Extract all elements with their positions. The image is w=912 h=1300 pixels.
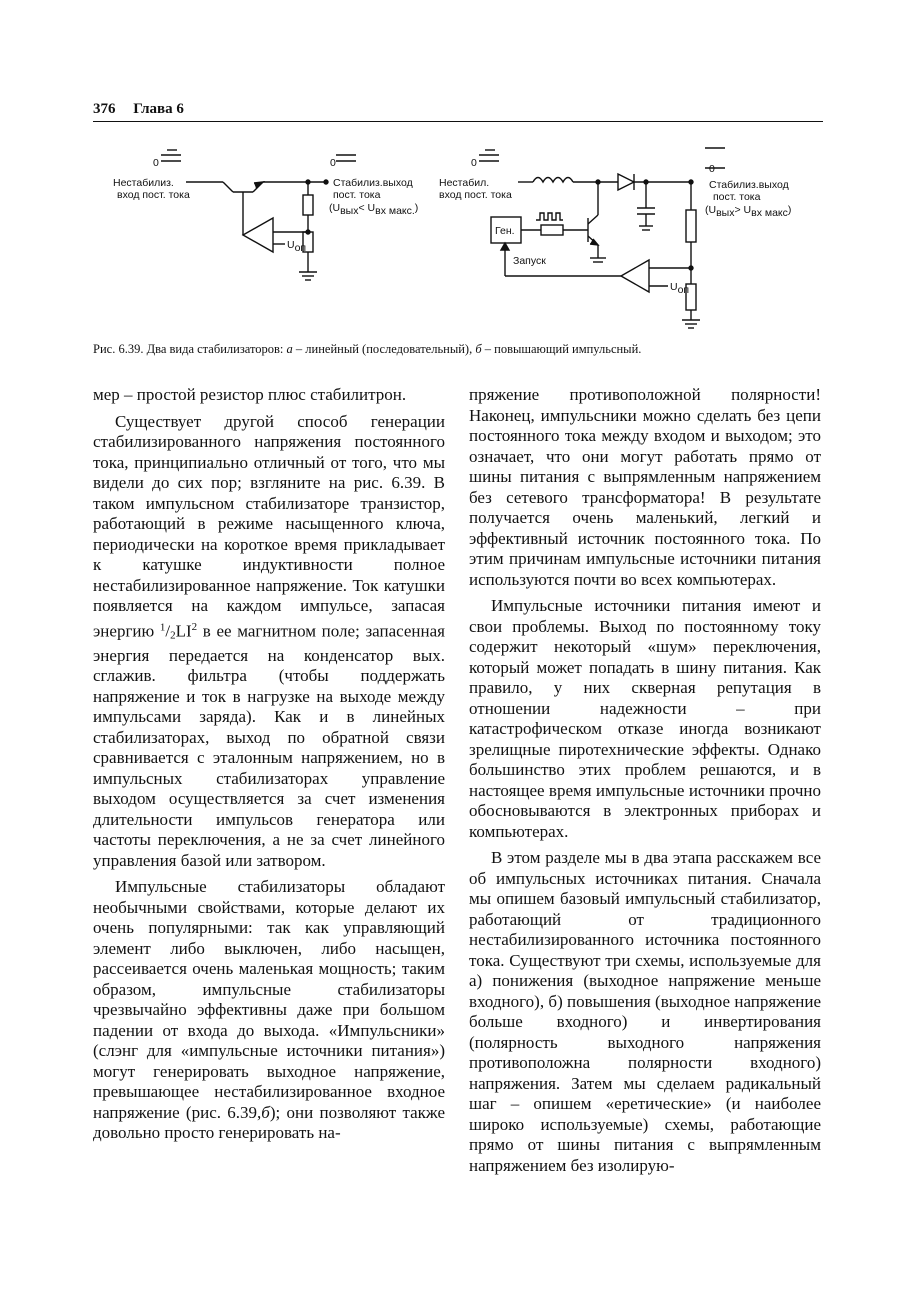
a-output-zero: 0 — [330, 157, 336, 169]
figure-6-39 — [93, 140, 823, 335]
paragraph: Импульсные источники питания имеют и свои проблемы. Выход по постоянному току содержит некоторый «шум» переключения, который может попадать в шину питания. Как правило, у них скверная репутация в отношении надежности – при катастрофическом отказе иногда возникают зрелищные пиротехнические эффекты. Однако большинство этих проблем решаются, и в настоящее время импульсные источники прочно обосновываются в электронных приборах и компьютерах. — [469, 596, 821, 841]
running-header — [93, 100, 823, 118]
a-input-label: Нестабилиз. — [113, 177, 174, 189]
a-input-label2: вход пост. тока — [117, 189, 190, 201]
b-output-zero: 0 — [709, 163, 715, 175]
circuit-diagrams — [93, 140, 823, 335]
b-output-condition: (Uвых> Uвх макс) — [705, 204, 792, 219]
header-rule — [93, 121, 823, 122]
b-input-label2: вход пост. тока — [439, 189, 512, 201]
b-output-label2: пост. тока — [713, 191, 761, 203]
start-label: Запуск — [513, 255, 546, 267]
chapter-title: Глава 6 — [133, 101, 184, 117]
figure-caption: Рис. 6.39. Два вида стабилизаторов: а – линейный (последовательный), б – повышающий импульсный. — [93, 342, 642, 356]
paragraph: Существует другой способ генерации стабилизированного напряжения постоянного тока, принципиально отличный от того, что мы видели до сих пор; взгляните на рис. 6.39. В таком импульсном стабилизаторе транзистор, работающий в режиме насыщенного ключа, периодически на короткое время прикладывает к катушке индуктивности полное нестабилизированное напряжение. Ток катушки появляется на каждом импульсе, запасая энергию $^1/2LI^2$ в ее магнитном поле; запасенная энергия передается на конденсатор вых. сглажив. фильтра (чтобы поддержать напряжение и ток в нагрузке на выходе между импульсами заряда). Как и в линейных стабилизаторах, выход по обратной связи сравнивается с эталонным напряжением, но в импульсных стабилизаторах управление выходом осуществляется за счет изменения длительности импульсов генератора или частоты переключения, а не за счет линейного управления базой или затвором. — [93, 411, 445, 870]
page-number: 376 — [93, 101, 116, 117]
a-output-condition: (Uвых< Uвх макс.) — [329, 202, 419, 217]
a-output-label2: пост. тока — [333, 189, 381, 201]
left-column — [93, 385, 445, 1144]
b-uop-label: Uоп — [670, 281, 690, 296]
a-output-label: Стабилиз.выход — [333, 177, 413, 189]
a-input-zero: 0 — [153, 157, 159, 169]
paragraph: пряжение противоположной полярности! Наконец, импульсники можно сделать без цепи постоянного тока между входом и выходом; это означает, что они могут работать прямо от шины питания с выпрямленным напряжением без сетевого трансформатора! В результате получается очень маленький, легкий и эффективный источник постоянного тока. По этим причинам импульсные источники питания используются почти во всех компьютерах. — [469, 385, 821, 589]
paragraph: В этом разделе мы в два этапа расскажем все об импульсных источниках питания. Сначала мы опишем базовый импульсный стабилизатор, работающий от традиционного нестабилизированного источника постоянного тока. Существуют три схемы, используемые для а) понижения (выходное напряжение меньше входного), б) повышения (выходное напряжение больше входного) и инвертирования (полярность выходного напряжения противоположна полярности входного) напряжения. Затем мы сделаем радикальный шаг – опишем «еретические» (и наиболее широко используемые) схемы, работающие прямо от шины питания с выпрямленным напряжением без изолирую- — [469, 848, 821, 1175]
generator-label: Ген. — [495, 225, 515, 237]
b-input-zero: 0 — [471, 157, 477, 169]
right-column — [469, 385, 821, 1176]
b-output-label: Стабилиз.выход — [709, 179, 789, 191]
paragraph: мер – простой резистор плюс стабилитрон. — [93, 385, 407, 404]
a-uop-label: Uоп — [287, 239, 307, 254]
paragraph: Импульсные стабилизаторы обладают необычными свойствами, которые делают их очень популярными: так как управляющий элемент либо выключен, либо насыщен, рассеивается очень маленькая мощность; таким образом, импульсные стабилизаторы чрезвычайно эффективны даже при большом падении от входа до выхода. «Импульсники» (слэнг для «импульсные источники питания») могут генерировать выходное напряжение, превышающее нестабилизированное входное напряжение (рис. 6.39,б); они позволяют также довольно просто генерировать на- — [93, 877, 446, 1143]
b-input-label: Нестабил. — [439, 177, 490, 189]
